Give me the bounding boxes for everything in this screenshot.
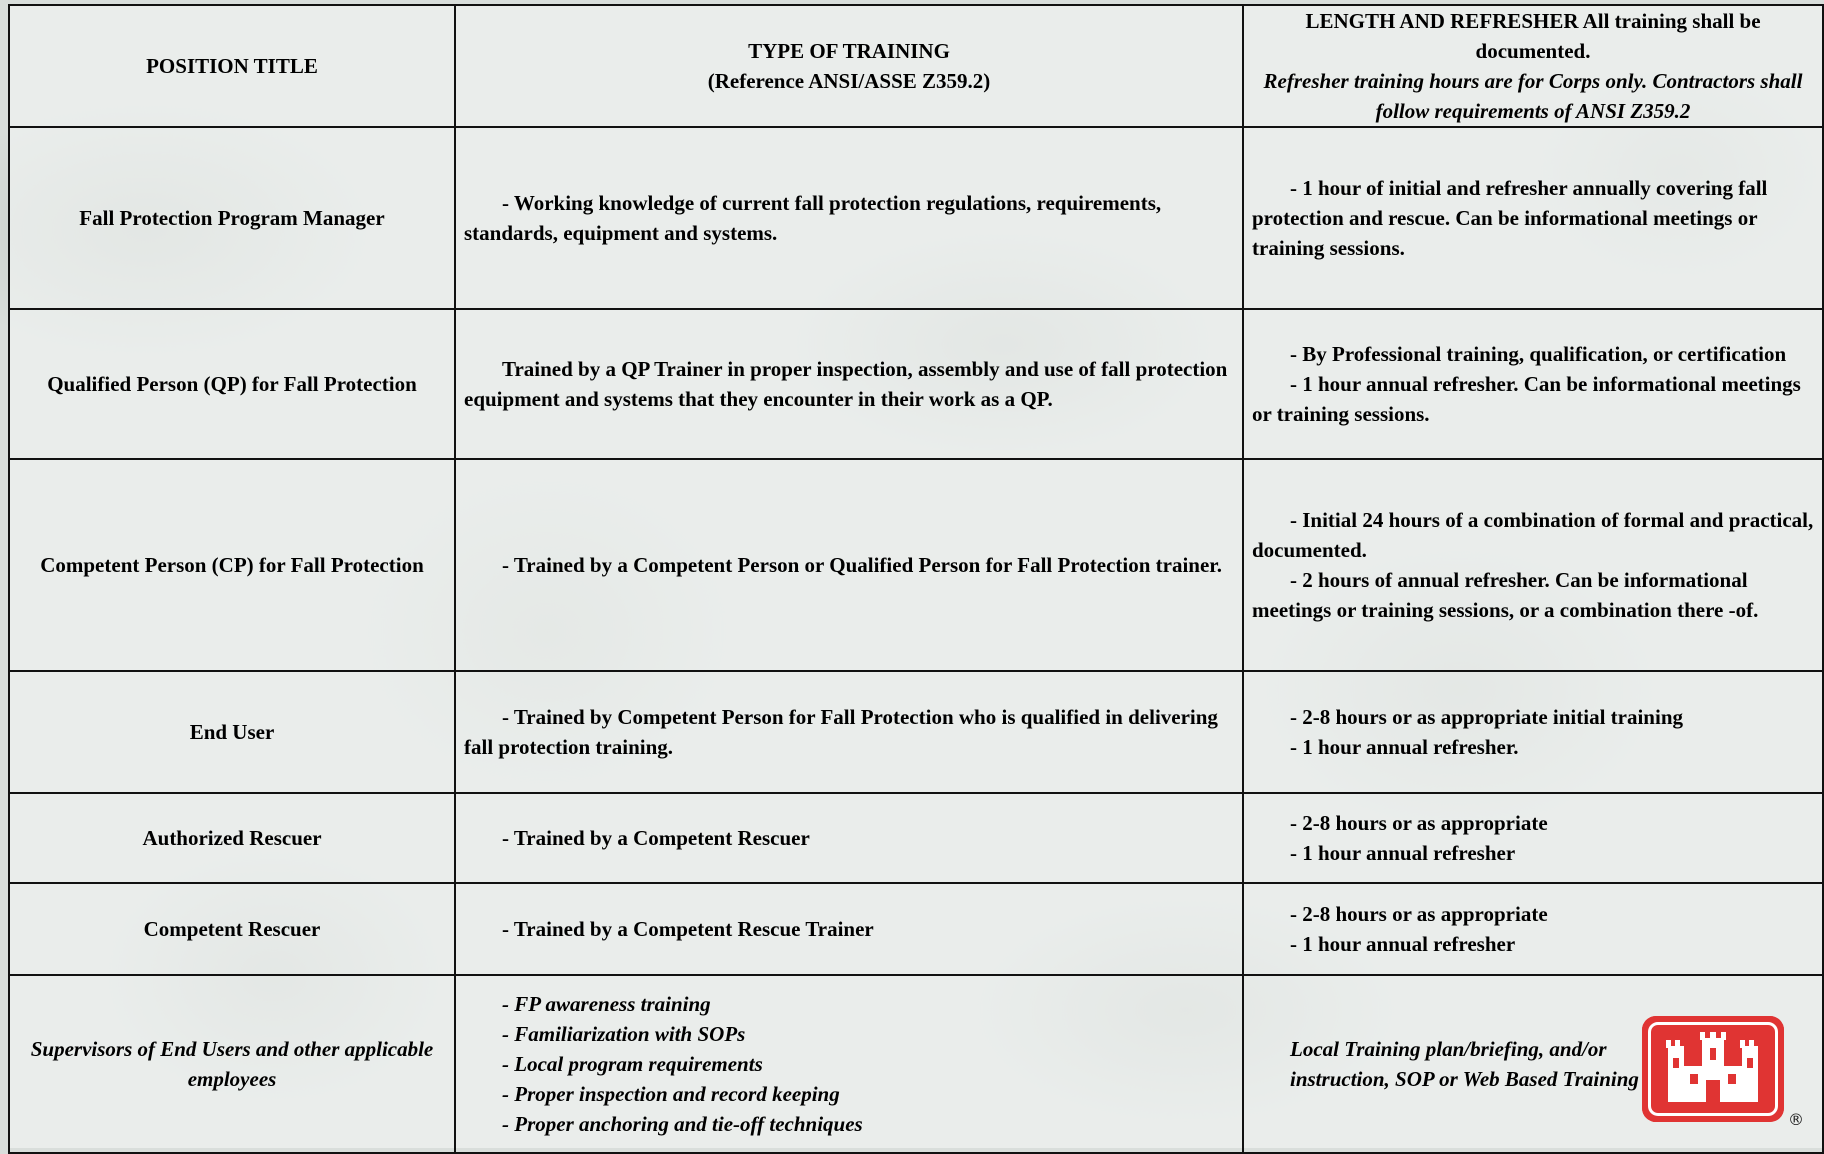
length-cell (1243, 127, 1823, 309)
length-line: - 2 hours of annual refresher. Can be informational meetings or training sessions, or a combination there -of. (1252, 568, 1759, 622)
training-type-cell (455, 309, 1243, 459)
header-row (9, 5, 1823, 127)
length-line: Local Training plan/briefing, and/or instruction, SOP or Web Based Training (1290, 1037, 1639, 1091)
table-row (9, 459, 1823, 671)
length-line: - 1 hour annual refresher. (1290, 735, 1519, 759)
length-line: - 1 hour of initial and refresher annually covering fall protection and rescue. Can be informational meetings or training sessions. (1252, 176, 1768, 260)
length-cell (1243, 883, 1823, 975)
header-length-title: LENGTH AND REFRESHER All training shall be documented. (1305, 9, 1761, 63)
training-type-cell (455, 459, 1243, 671)
training-type-cell (455, 883, 1243, 975)
position-cell: Supervisors of End Users and other applicable employees (9, 975, 455, 1153)
length-line: - Initial 24 hours of a combination of formal and practical, documented. (1252, 508, 1814, 562)
length-line: - By Professional training, qualification, or certification (1290, 342, 1787, 366)
training-type-line: - Trained by a Competent Person or Qualified Person for Fall Protection trainer. (502, 553, 1222, 577)
position-cell: Authorized Rescuer (9, 793, 455, 883)
header-position: POSITION TITLE (9, 5, 455, 127)
length-line: - 2-8 hours or as appropriate (1290, 902, 1548, 926)
length-line: - 1 hour annual refresher (1290, 932, 1516, 956)
table-row (9, 793, 1823, 883)
length-line: - 1 hour annual refresher. Can be informational meetings or training sessions. (1252, 372, 1801, 426)
training-type-cell (455, 793, 1243, 883)
training-type-line: - Working knowledge of current fall protection regulations, requirements, standards, equipment and systems. (464, 191, 1162, 245)
position-cell: Qualified Person (QP) for Fall Protection (9, 309, 455, 459)
header-length (1243, 5, 1823, 127)
training-type-line: - Familiarization with SOPs (502, 1022, 746, 1046)
training-type-line: - Trained by a Competent Rescuer (502, 826, 810, 850)
castle-shape (1642, 1016, 1784, 1122)
length-cell (1243, 309, 1823, 459)
length-line: - 2-8 hours or as appropriate (1290, 811, 1548, 835)
training-sheet (8, 4, 1822, 1148)
position-cell: Competent Rescuer (9, 883, 455, 975)
table-row (9, 671, 1823, 793)
training-type-line: - Proper anchoring and tie-off techniques (502, 1112, 863, 1136)
training-type-line: - Proper inspection and record keeping (502, 1082, 840, 1106)
header-length-note: Refresher training hours are for Corps only. Contractors shall follow requirements of ANSI Z359.2 (1263, 69, 1803, 123)
training-type-line: - FP awareness training (502, 992, 711, 1016)
length-cell (1243, 793, 1823, 883)
training-type-cell (455, 671, 1243, 793)
header-type-reference: (Reference ANSI/ASSE Z359.2) (707, 69, 991, 93)
position-cell: Competent Person (CP) for Fall Protection (9, 459, 455, 671)
header-type-title: TYPE OF TRAINING (748, 39, 950, 63)
castle-icon (1642, 1016, 1784, 1122)
position-cell: Fall Protection Program Manager (9, 127, 455, 309)
training-type-cell (455, 127, 1243, 309)
training-table (8, 4, 1824, 1154)
table-row (9, 975, 1823, 1153)
training-type-line: - Trained by a Competent Rescue Trainer (502, 917, 874, 941)
length-cell (1243, 671, 1823, 793)
training-type-line: - Trained by Competent Person for Fall Protection who is qualified in delivering fall protection training. (464, 705, 1218, 759)
header-type (455, 5, 1243, 127)
table-row (9, 127, 1823, 309)
training-type-line: - Local program requirements (502, 1052, 763, 1076)
registered-mark: ® (1788, 1110, 1804, 1129)
length-cell (1243, 459, 1823, 671)
training-type-line: Trained by a QP Trainer in proper inspection, assembly and use of fall protection equipment and systems that they encounter in their work as a QP. (464, 357, 1228, 411)
length-line: - 2-8 hours or as appropriate initial training (1290, 705, 1684, 729)
table-row (9, 309, 1823, 459)
position-cell: End User (9, 671, 455, 793)
training-type-cell (455, 975, 1243, 1153)
length-line: - 1 hour annual refresher (1290, 841, 1516, 865)
table-row (9, 883, 1823, 975)
